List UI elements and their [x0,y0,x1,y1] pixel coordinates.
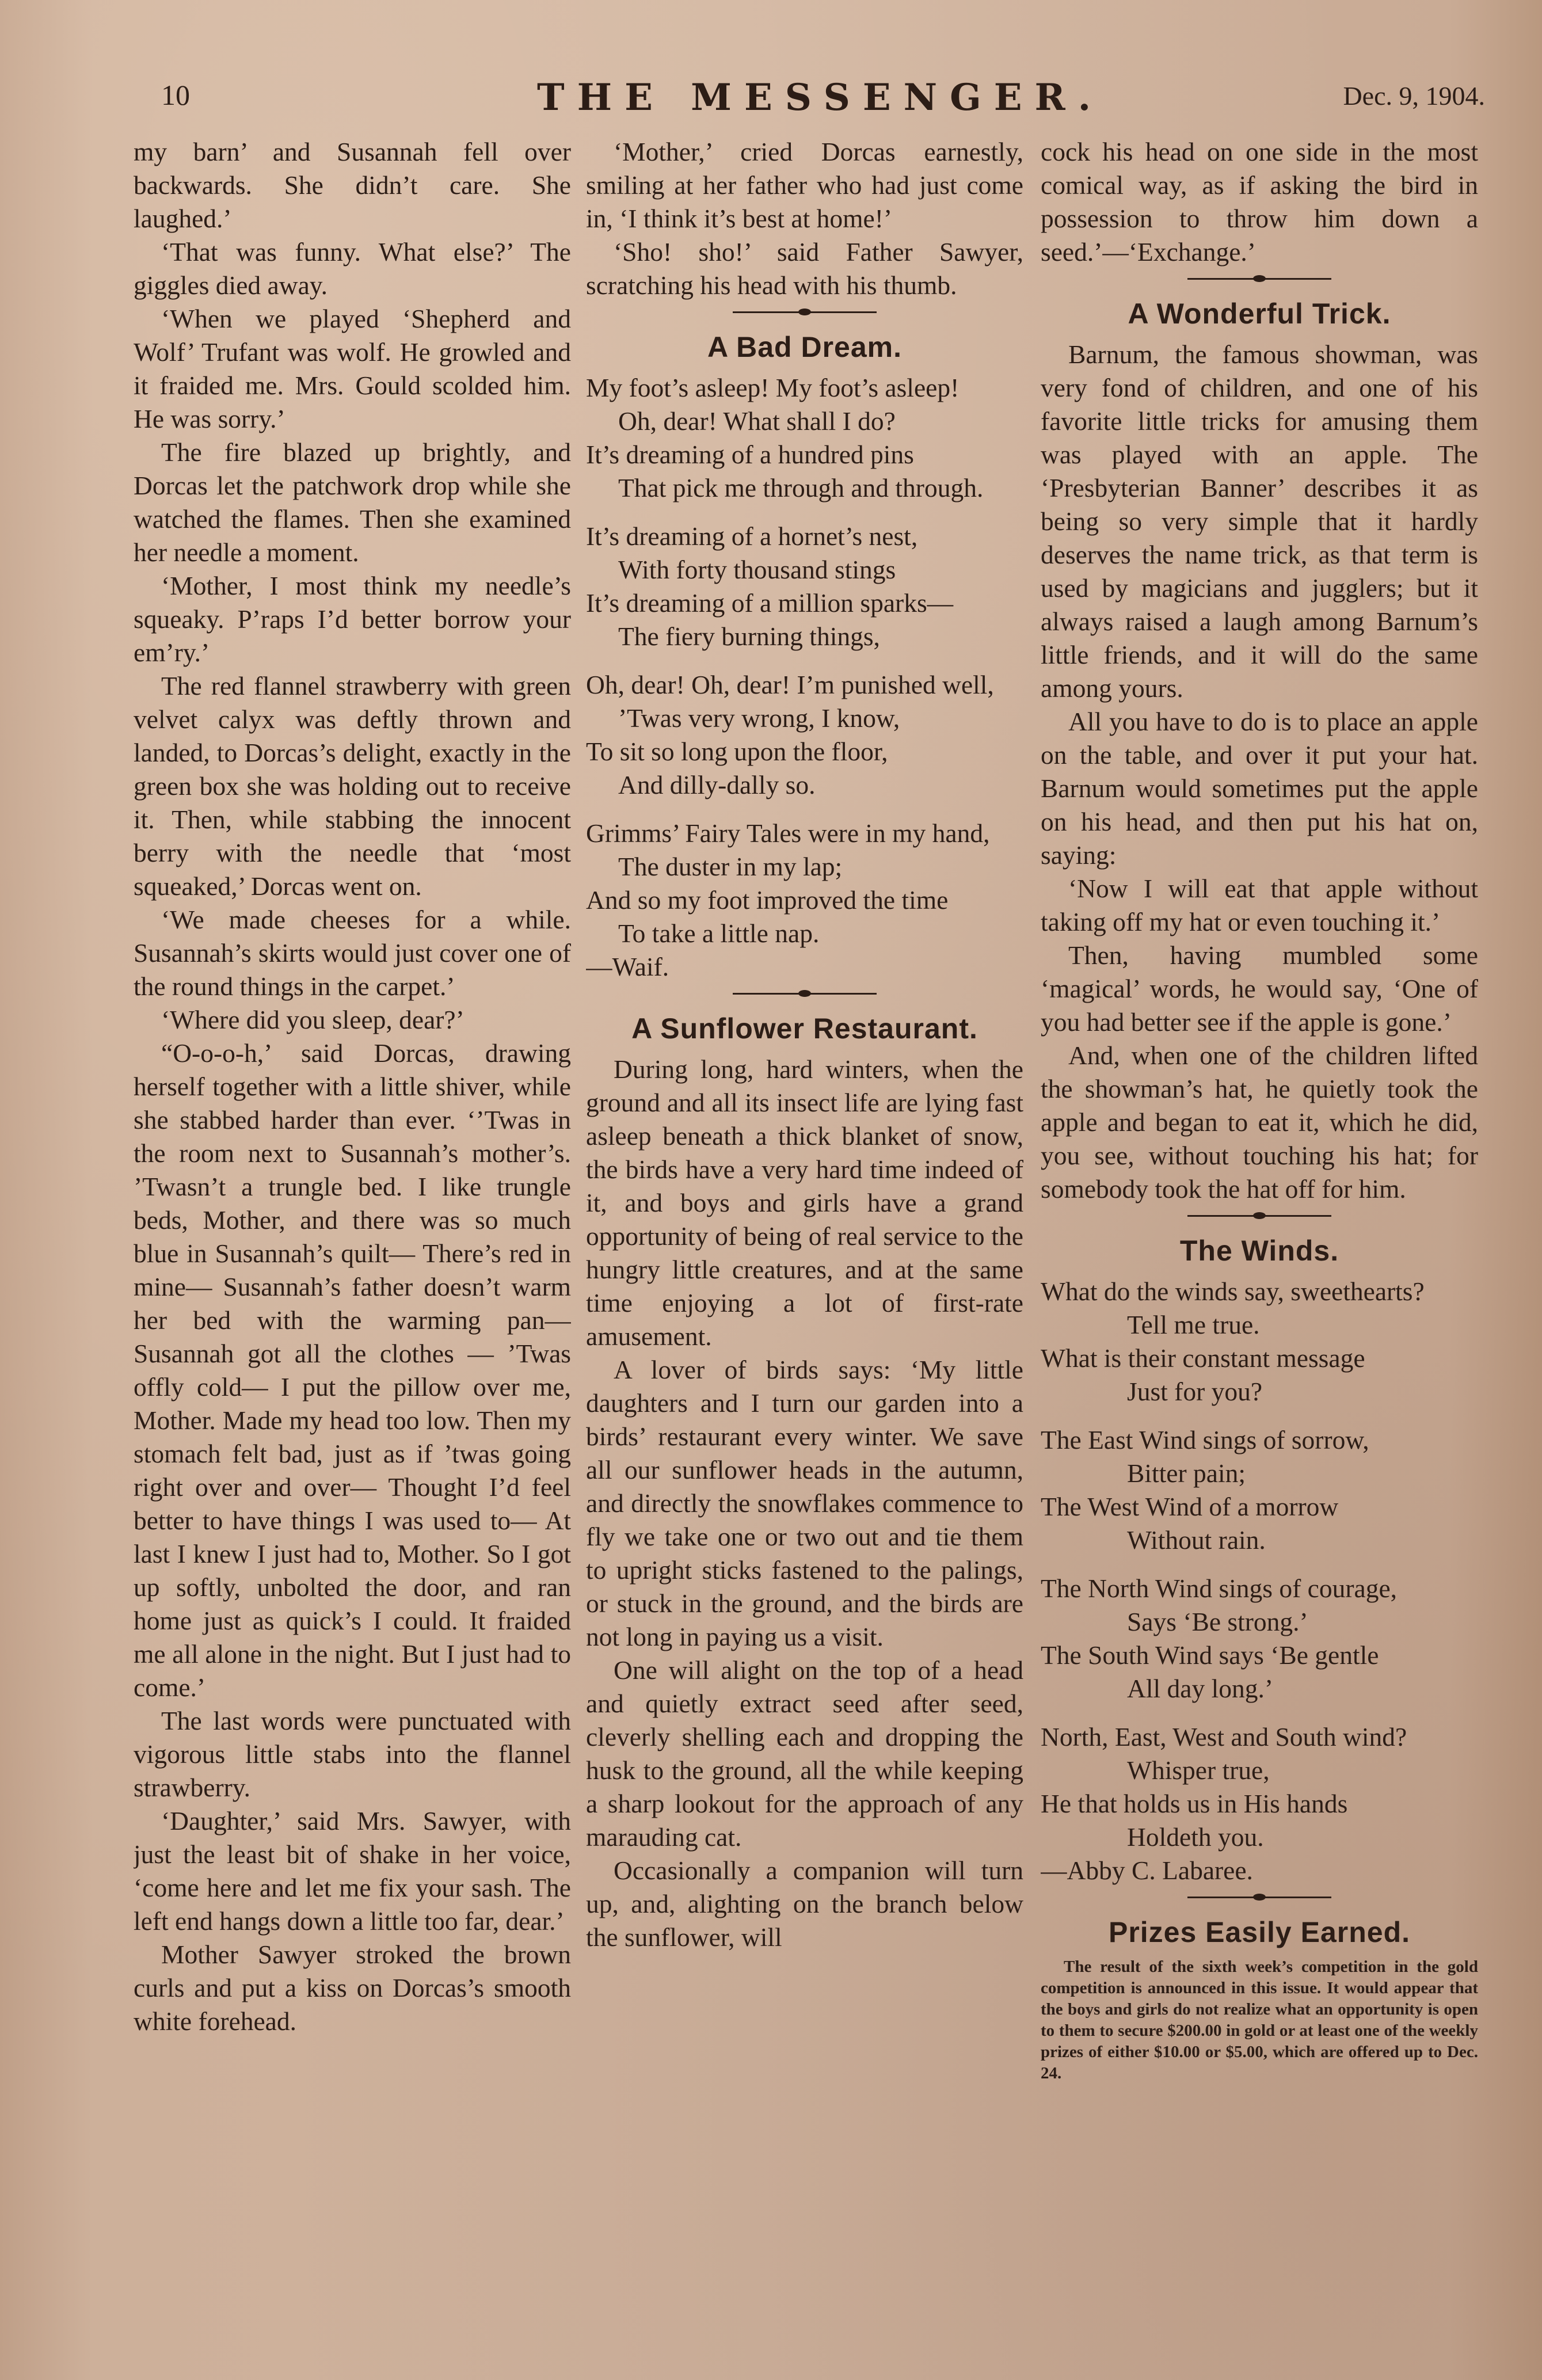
poem-line: What do the winds say, sweethearts? [1041,1277,1425,1306]
column-3 [1041,135,1478,2265]
story-paragraph: “O-o-o-h,’ said Dorcas, drawing herself together with a little shiver, while she stabbed harder than ever. ‘’Twas in the room next to Susannah’s mother’s. ’Twasn’t a trungle bed. I like trungle beds, Mother, and there was so much blue in Susannah’s quilt— There’s red in mine— Susannah’s father doesn’t warm her bed with the warming pan— Susannah got all the clothes — ’Twas offly cold— I put the pillow over me, Mother. Made my head too low. Then my stomach felt bad, just as if ’twas going right over and over— Thought I’d feel better to have things I was used to— At last I knew I just had to, Mother. So I got up softly, unbolted the door, and ran home just as quick’s I could. It fraided me all alone in the night. But I just had to come.’ [134,1038,571,1702]
masthead-title: THE MESSENGER. [537,76,1103,119]
poem-winds [1041,1275,1478,1887]
column-2 [586,135,1023,2265]
poem-line: And so my foot improved the time [586,885,949,915]
poem-line: Says ‘Be strong.’ [1127,1607,1308,1636]
poem-line: North, East, West and South wind? [1041,1722,1407,1751]
stanza [1041,1572,1478,1705]
poem-line: Just for you? [1127,1377,1263,1406]
story-paragraph: Mother Sawyer stroked the brown curls and put a kiss on Dorcas’s smooth white forehead. [134,1940,571,2036]
story-paragraph: The red flannel strawberry with green velvet calyx was deftly thrown and landed, to Dorcas’s delight, exactly in the green box she was holding out to receive it. Then, while stabbing the innocent berry with the needle that ‘most squeaked,’ Dorcas went on. [134,671,571,901]
section-divider [1041,269,1478,288]
poem-title-winds: The Winds. [1179,1235,1339,1267]
article-paragraph: Barnum, the famous showman, was very fond of children, and one of his favorite little tricks for amusing them was played with an apple. The ‘Presbyterian Banner’ describes it as being so very simple that it hardly deserves the name trick, as that term is used by magicians and jugglers; but it always raised a laugh among Barnum’s little friends, and it will do the same among yours. [1041,340,1478,703]
notice-title-prizes: Prizes Easily Earned. [1108,1916,1411,1948]
issue-date: Dec. 9, 1904. [1343,81,1485,111]
poem-line: He that holds us in His hands [1041,1789,1348,1818]
story-paragraph: ‘Daughter,’ said Mrs. Sawyer, with just the least bit of shake in her voice, ‘come here and let me fix your sash. The left end hangs down a little too far, dear.’ [134,1806,571,1936]
story-paragraph: ‘Mother,’ cried Dorcas earnestly, smiling at her father who had just come in, ‘I think it’s best at home!’ [586,137,1023,233]
stanza [1041,1720,1478,1887]
page-number: 10 [161,79,190,111]
page-header [155,74,1485,131]
article-paragraph: And, when one of the children lifted the showman’s hat, he quietly took the apple and began to eat it, which he did, you see, without touching his hat; for somebody took the hat off for him. [1041,1041,1478,1204]
poem-line: Without rain. [1127,1525,1266,1555]
story-paragraph: ‘Sho! sho!’ said Father Sawyer, scratching his head with his thumb. [586,237,1023,300]
story-paragraph: my barn’ and Susannah fell over backwards. She didn’t care. She laughed.’ [134,137,571,233]
stanza [1041,1423,1478,1557]
article-paragraph: Then, having mumbled some ‘magical’ words, he would say, ‘One of you had better see if the apple is gone.’ [1041,940,1478,1037]
poem-line: It’s dreaming of a hornet’s nest, [586,521,918,551]
story-paragraph: ‘Mother, I most think my needle’s squeaky. P’raps I’d better borrow your em’ry.’ [134,571,571,667]
column-1 [134,135,571,2265]
poem-line: It’s dreaming of a hundred pins [586,440,914,469]
notice-text: The result of the sixth week’s competition in the gold competition is announced in this issue. It would appear that the boys and girls do not realize what an opportunity is open to them to secure $200.00 in gold or at least one of the weekly prizes of either $10.00 or $5.00, which are offered up to Dec. 24. [1041,1958,1478,2082]
poem-line: My foot’s asleep! My foot’s asleep! [586,373,960,402]
poem-author: —Waif. [586,952,669,981]
poem-line: To take a little nap. [618,919,820,948]
poem-line: The fiery burning things, [618,622,880,651]
poem-line: To sit so long upon the floor, [586,737,888,766]
article-paragraph: One will alight on the top of a head and quietly extract seed after seed, cleverly shelling each and dropping the husk to the ground, all the while keeping a sharp lookout for the approach of any marauding cat. [586,1655,1023,1852]
poem-line: The duster in my lap; [618,852,843,881]
stanza [586,668,1023,802]
poem-author: —Abby C. Labaree. [1041,1856,1253,1885]
poem-line: The South Wind says ‘Be gentle [1041,1640,1379,1670]
article-paragraph: cock his head on one side in the most comical way, as if asking the bird in possession to throw him down a seed.’—‘Exchange.’ [1041,137,1478,266]
article-paragraph: ‘Now I will eat that apple without taking off my hat or even touching it.’ [1041,874,1478,936]
article-paragraph: A lover of birds says: ‘My little daughters and I turn our garden into a birds’ restaurant every winter. We save all our sunflower heads in the autumn, and directly the snowflakes commence to fly we take one or two out and tie them to upright sticks fastened to the palings, or stuck in the ground, and the birds are not long in paying us a visit. [586,1355,1023,1651]
poem-line: Whisper true, [1127,1756,1270,1785]
poem-line: With forty thousand stings [618,555,896,584]
story-paragraph: ‘That was funny. What else?’ The giggles died away. [134,237,571,300]
poem-line: Bitter pain; [1127,1459,1246,1488]
poem-line: Grimms’ Fairy Tales were in my hand, [586,818,990,848]
article-paragraph: All you have to do is to place an apple on the table, and over it put your hat. Barnum would sometimes put the apple on his head, and then put his hat on, saying: [1041,707,1478,870]
poem-line: The East Wind sings of sorrow, [1041,1425,1369,1454]
poem-line: The North Wind sings of courage, [1041,1574,1398,1603]
story-paragraph: The last words were punctuated with vigorous little stabs into the flannel strawberry. [134,1706,571,1802]
article-title-sunflower: A Sunflower Restaurant. [631,1012,978,1045]
story-paragraph: ‘When we played ‘Shepherd and Wolf’ Trufant was wolf. He growled and it fraided me. Mrs. Gould scolded him. He was sorry.’ [134,304,571,433]
stanza [586,520,1023,653]
section-divider [1041,1887,1478,1907]
stanza [1041,1275,1478,1408]
section-divider [586,302,1023,322]
poem-title-bad-dream: A Bad Dream. [707,331,903,363]
poem-line: Tell me true. [1127,1310,1260,1339]
poem-bad-dream [586,371,1023,984]
poem-line: All day long.’ [1127,1674,1274,1703]
article-title-wonderful-trick: A Wonderful Trick. [1128,298,1391,330]
story-paragraph: ‘We made cheeses for a while. Susannah’s skirts would just cover one of the round things in the carpet.’ [134,905,571,1001]
article-paragraph: During long, hard winters, when the ground and all its insect life are lying fast asleep beneath a thick blanket of snow, the birds have a very hard time indeed of it, and boys and girls have a grand opportunity of being of real service to the hungry little creatures, and at the same time enjoying a lot of first-rate amusement. [586,1054,1023,1351]
poem-line: Holdeth you. [1127,1822,1264,1852]
poem-line: The West Wind of a morrow [1041,1492,1339,1521]
section-divider [1041,1206,1478,1225]
stanza [586,817,1023,984]
poem-line: It’s dreaming of a million sparks— [586,588,954,618]
poem-line: And dilly-dally so. [618,770,816,799]
stanza [586,371,1023,505]
section-divider [586,984,1023,1003]
poem-line: ’Twas very wrong, I know, [618,703,900,733]
poem-line: Oh, dear! Oh, dear! I’m punished well, [586,670,994,699]
story-paragraph: ‘Where did you sleep, dear?’ [161,1005,464,1034]
poem-line: Oh, dear! What shall I do? [618,406,896,436]
story-paragraph: The fire blazed up brightly, and Dorcas let the patchwork drop while she watched the flames. Then she examined her needle a moment. [134,437,571,567]
article-paragraph: Occasionally a companion will turn up, and, alighting on the branch below the sunflower, will [586,1856,1023,1952]
poem-line: What is their constant message [1041,1343,1365,1373]
poem-line: That pick me through and through. [618,473,984,502]
